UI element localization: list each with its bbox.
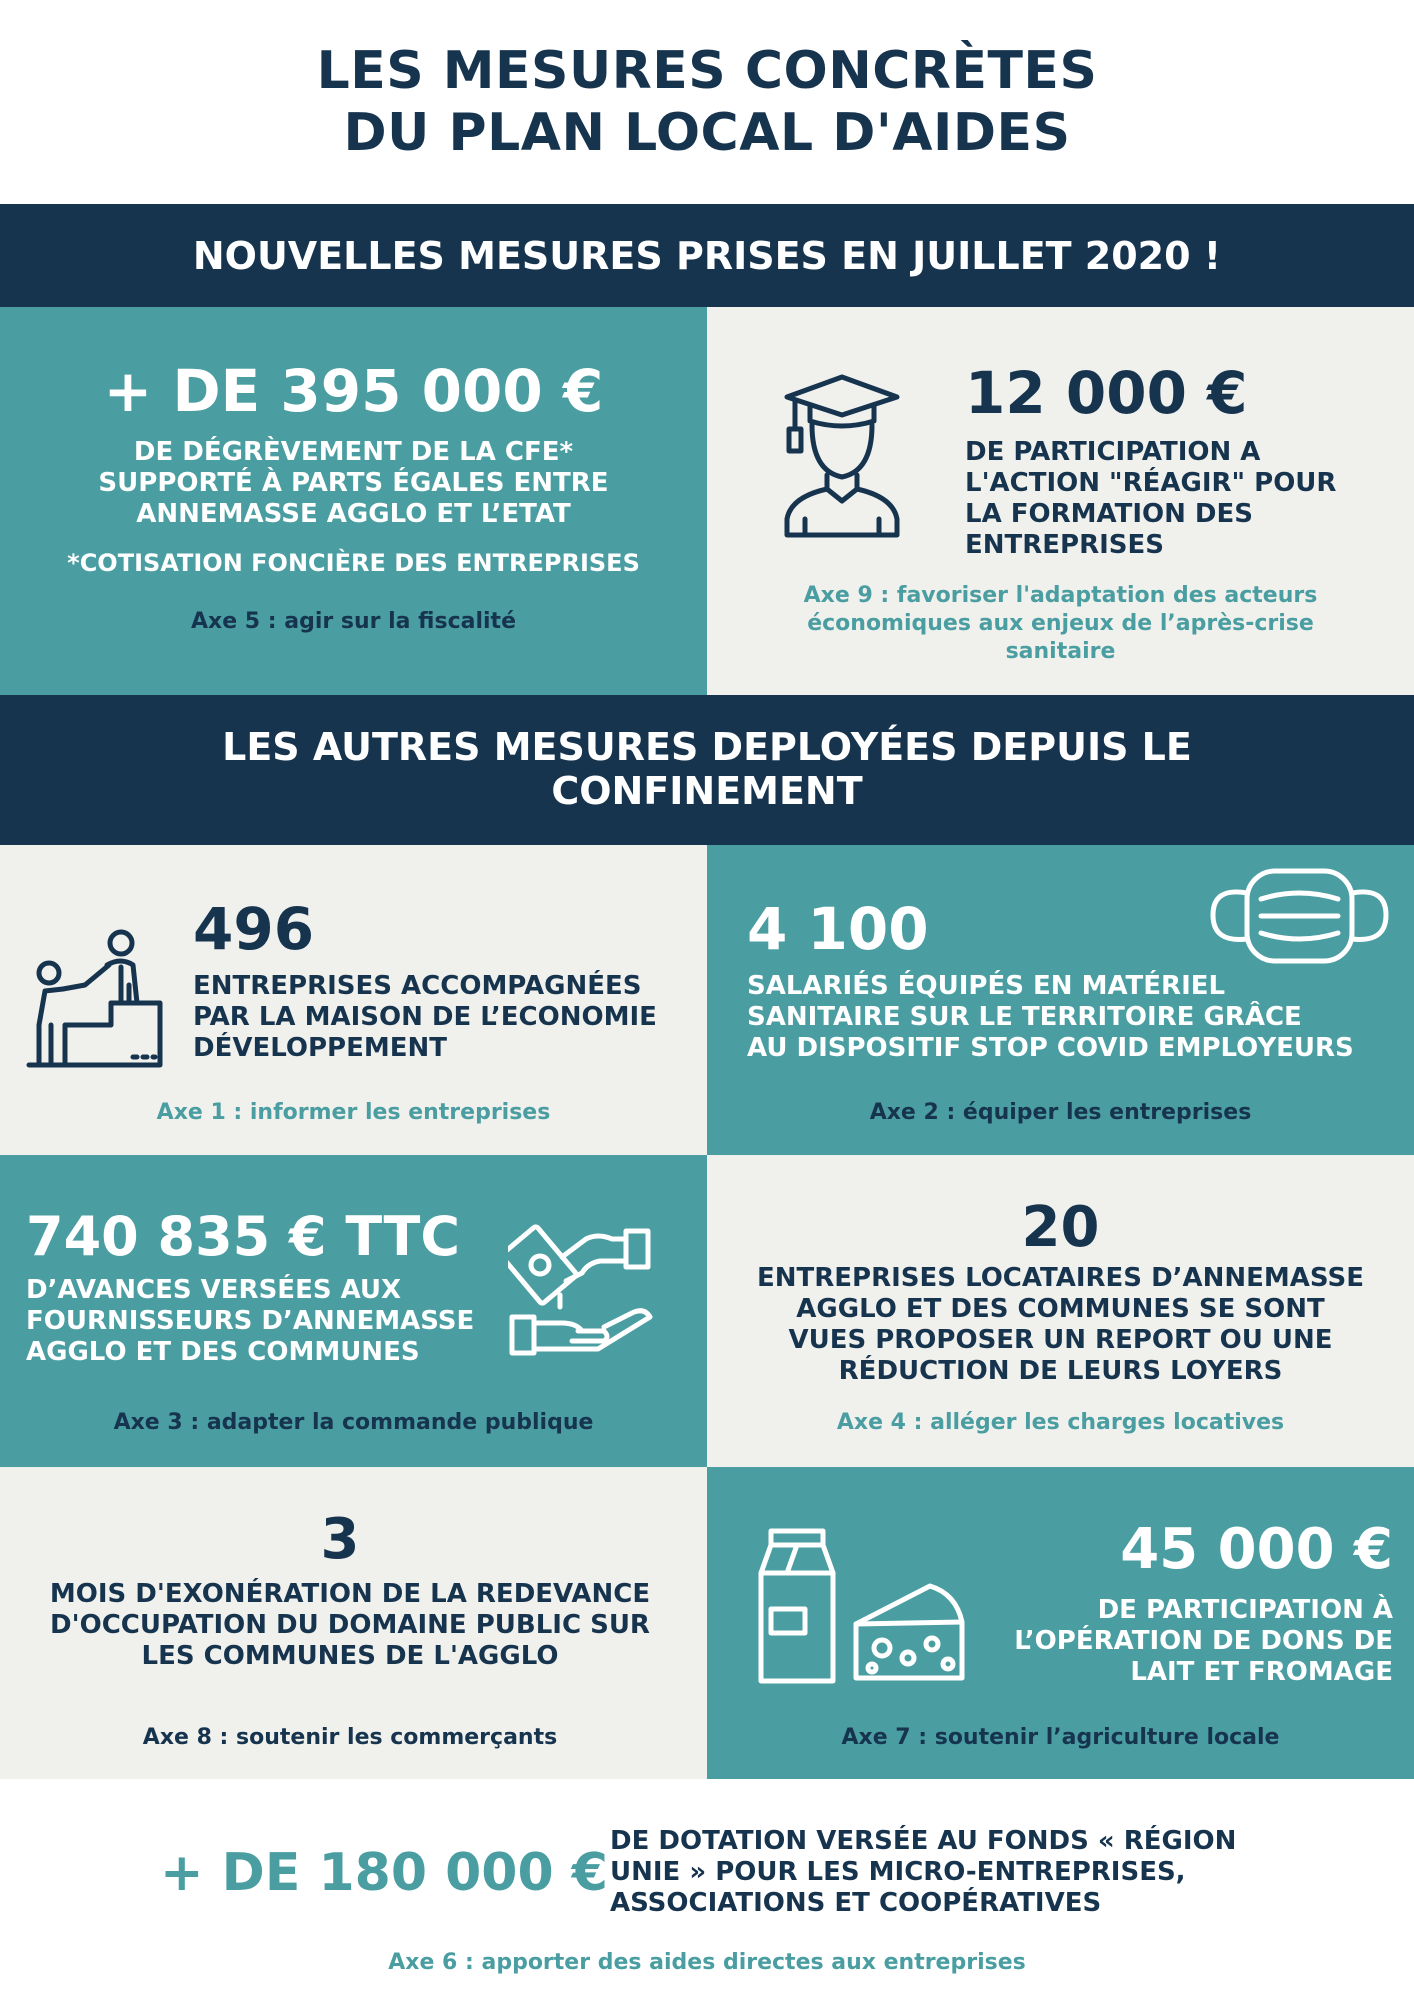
redevance-line-3: LES COMMUNES DE L'AGGLO (141, 1641, 559, 1671)
reagir-line-2: L'ACTION "RÉAGIR" POUR (965, 468, 1337, 498)
card-lait (707, 1467, 1414, 1779)
band-new-measures (0, 204, 1414, 307)
lait-line-1: DE PARTICIPATION À (1097, 1595, 1393, 1625)
graduate-icon (777, 359, 907, 539)
fonds-amount: + DE 180 000 € (160, 1843, 608, 1903)
reagir-axe (707, 582, 1414, 666)
loyers-amount: 20 (1021, 1195, 1100, 1260)
covid-axe: Axe 2 : équiper les entreprises (869, 1100, 1252, 1125)
reagir-amount: 12 000 € (965, 359, 1248, 427)
lait-line-2: L’OPÉRATION DE DONS DE (1014, 1626, 1393, 1656)
redevance-amount: 3 (320, 1507, 360, 1572)
fonds-line-2: UNIE » POUR LES MICRO-ENTREPRISES, (610, 1857, 1186, 1887)
loyers-axe: Axe 4 : alléger les charges locatives (836, 1410, 1285, 1435)
loyers-line-1: ENTREPRISES LOCATAIRES D’ANNEMASSE (757, 1263, 1364, 1293)
avances-axe: Axe 3 : adapter la commande publique (113, 1410, 594, 1435)
covid-amount: 4 100 (747, 895, 929, 963)
fonds-axe: Axe 6 : apporter des aides directes aux entreprises (388, 1950, 1026, 1975)
avances-amount: 740 835 € TTC (26, 1205, 460, 1268)
handshake-climb-icon (25, 925, 170, 1070)
cfe-description (0, 437, 707, 530)
cheese-icon (852, 1582, 967, 1682)
title-line-1: LES MESURES CONCRÈTES (316, 41, 1098, 101)
covid-line-1: SALARIÉS ÉQUIPÉS EN MATÉRIEL (747, 971, 1226, 1001)
card-stop-covid (707, 845, 1414, 1155)
card-reagir (707, 307, 1414, 695)
accomp-axe: Axe 1 : informer les entreprises (156, 1100, 551, 1125)
fonds-description (610, 1826, 1236, 1919)
covid-line-2: SANITAIRE SUR LE TERRITOIRE GRÂCE (747, 1002, 1302, 1032)
fonds-line-3: ASSOCIATIONS ET COOPÉRATIVES (610, 1888, 1102, 1918)
avances-description (26, 1275, 474, 1368)
cfe-line-3: ANNEMASSE AGGLO ET L’ETAT (136, 499, 571, 529)
lait-amount: 45 000 € (1120, 1517, 1393, 1582)
card-cfe (0, 307, 707, 695)
cfe-line-1: DE DÉGRÈVEMENT DE LA CFE* (133, 437, 574, 467)
card-avances (0, 1155, 707, 1467)
accomp-line-2: PAR LA MAISON DE L’ECONOMIE (193, 1002, 657, 1032)
cfe-footnote: *COTISATION FONCIÈRE DES ENTREPRISES (67, 549, 640, 577)
cfe-amount: + DE 395 000 € (103, 357, 604, 425)
card-loyers (707, 1155, 1414, 1467)
accomp-amount: 496 (193, 895, 315, 963)
lait-axe: Axe 7 : soutenir l’agriculture locale (841, 1725, 1280, 1750)
accomp-description (193, 971, 657, 1064)
band-other-measures-title (0, 695, 1414, 813)
band-new-measures-title: NOUVELLES MESURES PRISES EN JUILLET 2020 ! (192, 234, 1222, 278)
loyers-line-3: VUES PROPOSER UN REPORT OU UNE (788, 1325, 1333, 1355)
lait-description (967, 1595, 1393, 1688)
band-other-line-1: LES AUTRES MESURES DEPLOYÉES DEPUIS LE (222, 725, 1192, 769)
reagir-line-1: DE PARTICIPATION A (965, 437, 1261, 467)
band-other-measures (0, 695, 1414, 845)
accomp-line-3: DÉVELOPPEMENT (193, 1033, 447, 1063)
loyers-line-2: AGGLO ET DES COMMUNES SE SONT (796, 1294, 1325, 1324)
cfe-line-2: SUPPORTÉ À PARTS ÉGALES ENTRE (98, 468, 609, 498)
cfe-axe: Axe 5 : agir sur la fiscalité (191, 609, 516, 634)
page-title (0, 40, 1414, 164)
fonds-line-1: DE DOTATION VERSÉE AU FONDS « RÉGION (610, 1826, 1237, 1856)
reagir-description (965, 437, 1336, 561)
reagir-line-4: ENTREPRISES (965, 530, 1164, 560)
money-hands-icon (508, 1217, 658, 1367)
milk-carton-icon (757, 1527, 837, 1687)
reagir-axe-2: économiques aux enjeux de l’après-crise (807, 611, 1314, 636)
face-mask-icon (1207, 863, 1392, 968)
loyers-description (707, 1263, 1414, 1387)
loyers-line-4: RÉDUCTION DE LEURS LOYERS (838, 1356, 1283, 1386)
card-redevance (0, 1467, 707, 1779)
redevance-description (0, 1579, 700, 1672)
accomp-line-1: ENTREPRISES ACCOMPAGNÉES (193, 971, 642, 1001)
title-line-2: DU PLAN LOCAL D'AIDES (343, 103, 1071, 163)
card-accompagnement (0, 845, 707, 1155)
lait-line-3: LAIT ET FROMAGE (1130, 1657, 1393, 1687)
redevance-line-2: D'OCCUPATION DU DOMAINE PUBLIC SUR (50, 1610, 650, 1640)
avances-line-2: FOURNISSEURS D’ANNEMASSE (26, 1306, 475, 1336)
covid-description (747, 971, 1354, 1064)
band-other-line-2: CONFINEMENT (551, 769, 863, 813)
reagir-axe-1: Axe 9 : favoriser l'adaptation des acteurs (803, 583, 1318, 608)
avances-line-3: AGGLO ET DES COMMUNES (26, 1337, 420, 1367)
avances-line-1: D’AVANCES VERSÉES AUX (26, 1275, 402, 1305)
covid-line-3: AU DISPOSITIF STOP COVID EMPLOYEURS (747, 1033, 1354, 1063)
redevance-line-1: MOIS D'EXONÉRATION DE LA REDEVANCE (49, 1579, 651, 1609)
reagir-line-3: LA FORMATION DES (965, 499, 1253, 529)
redevance-axe: Axe 8 : soutenir les commerçants (142, 1725, 558, 1750)
reagir-axe-3: sanitaire (1005, 639, 1116, 664)
